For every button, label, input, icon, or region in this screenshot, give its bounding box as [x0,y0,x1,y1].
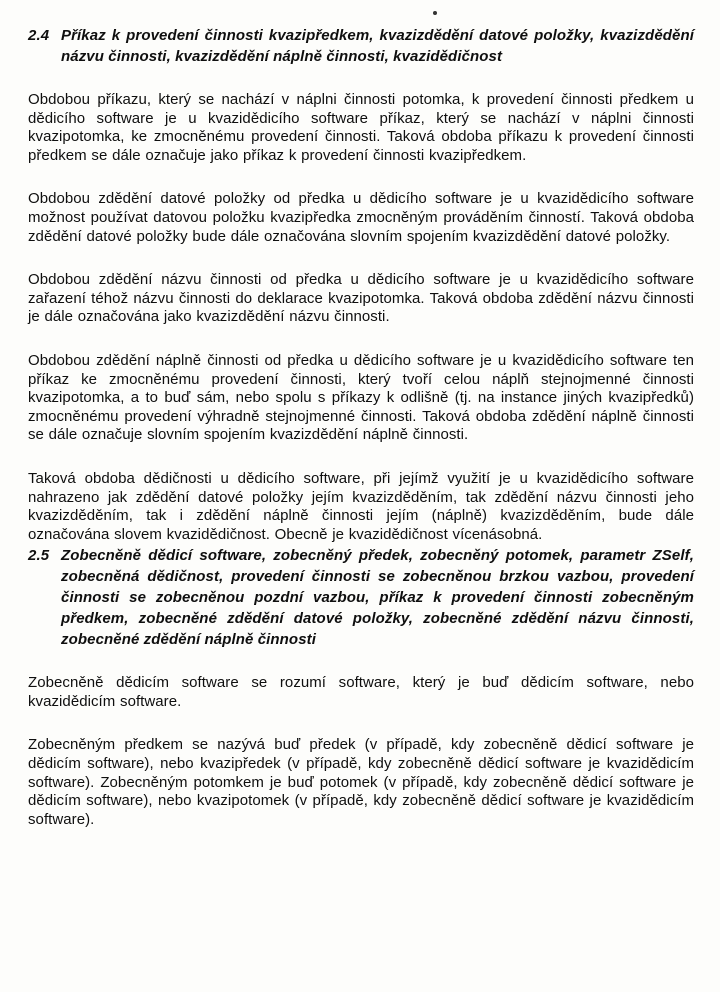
paragraph-command-quasi-ancestor: Obdobou příkazu, který se nachází v náplni činnosti potomka, k provedení činnosti předkem u dědicího software je u kvazidědicího software příkaz, který se nachází v náplni činnosti kvazipotomka, ke zmocněnému provedení činnosti. Taková obdoba příkazu k provedení činnosti předkem se dále označuje jako příkaz k provedení činnosti kvazipředkem. [28,91,694,164]
paragraph-generalized-inheriting-software: Zobecněně dědicím software se rozumí software, který je buď dědicím software, nebo kvazidědicím software. [28,674,694,710]
section-2-5 [28,545,694,829]
paragraph-quasi-inherit-activity-name: Obdobou zdědění názvu činnosti od předka u dědicího software je u kvazidědicího software zařazení téhož názvu činnosti do deklarace kvazipotomka. Taková obdoba zdědění názvu činnosti je dále označována jako kvazizdědění názvu činnosti. [28,271,694,326]
heading-number: 2.5 [28,547,50,565]
section-2-4-heading [28,25,694,67]
paragraph-quasi-inheritance: Taková obdoba dědičnosti u dědicího software, při jejímž využití je u kvazidědicího software nahrazeno jak zdědění datové položky jejím kvazizděděním, tak zdědění názvu činnosti jeho kvazizděděním, tak i zdědění náplně činnosti jejím (náplně) kvazizděděním, bude dále označována slovem kvazidědičnost. Obecně je kvazidědičnost vícenásobná. [28,469,694,543]
section-2-4 [28,25,694,544]
heading-number: 2.4 [28,27,50,44]
heading-title: Příkaz k provedení činnosti kvazipředkem, kvazizdědění datové položky, kvazizdědění názvu činnosti, kvazizdědění náplně činnosti, kvazidědičnost [61,27,694,65]
scan-artifact-dot [433,11,437,15]
paragraph-quasi-inherit-data-item: Obdobou zdědění datové položky od předka u dědicího software je u kvazidědicího software možnost používat datovou položku kvazipředka zmocněným prováděním činností. Taková obdoba zdědění datové položky bude dále označována slovním spojením kvazizdědění datové položky. [28,190,694,245]
paragraph-generalized-ancestor-descendant: Zobecněným předkem se nazývá buď předek (v případě, kdy zobecněně dědicí software je dědicím software), nebo kvazipředek (v případě, kdy zobecněně dědicí software je kvazidědicím software). Zobecněným potomkem je buď potomek (v případě, kdy zobecněně dědicí software je dědicím software), nebo kvazipotomek (v případě, kdy zobecněně dědicí software je kvazidědicím software). [28,736,694,828]
paragraph-quasi-inherit-activity-body: Obdobou zdědění náplně činnosti od předka u dědicího software je u kvazidědicího software ten příkaz ke zmocněnému provedení činnosti, který tvoří celou náplň stejnojmenné činnosti kvazipotomka, a to buď sám, nebo spolu s příkazy k odlišně (tj. na instance jiných kvazipředků) zmocněnému provedení výhradně stejnojmenné činnosti. Taková obdoba zdědění náplně činnosti se dále označuje slovním spojením kvazizdědění náplně činnosti. [28,351,694,444]
heading-title: Zobecněně dědicí software, zobecněný předek, zobecněný potomek, parametr ZSelf, zobecněná dědičnost, provedení činnosti se zobecněnou brzkou vazbou, provedení činnosti se zobecněnou pozdní vazbou, příkaz k provedení činnosti zobecněným předkem, zobecněné zdědění datové položky, zobecněné zdědění názvu činnosti, zobecněné zdědění náplně činnosti [61,547,694,649]
section-2-5-heading [28,545,694,650]
